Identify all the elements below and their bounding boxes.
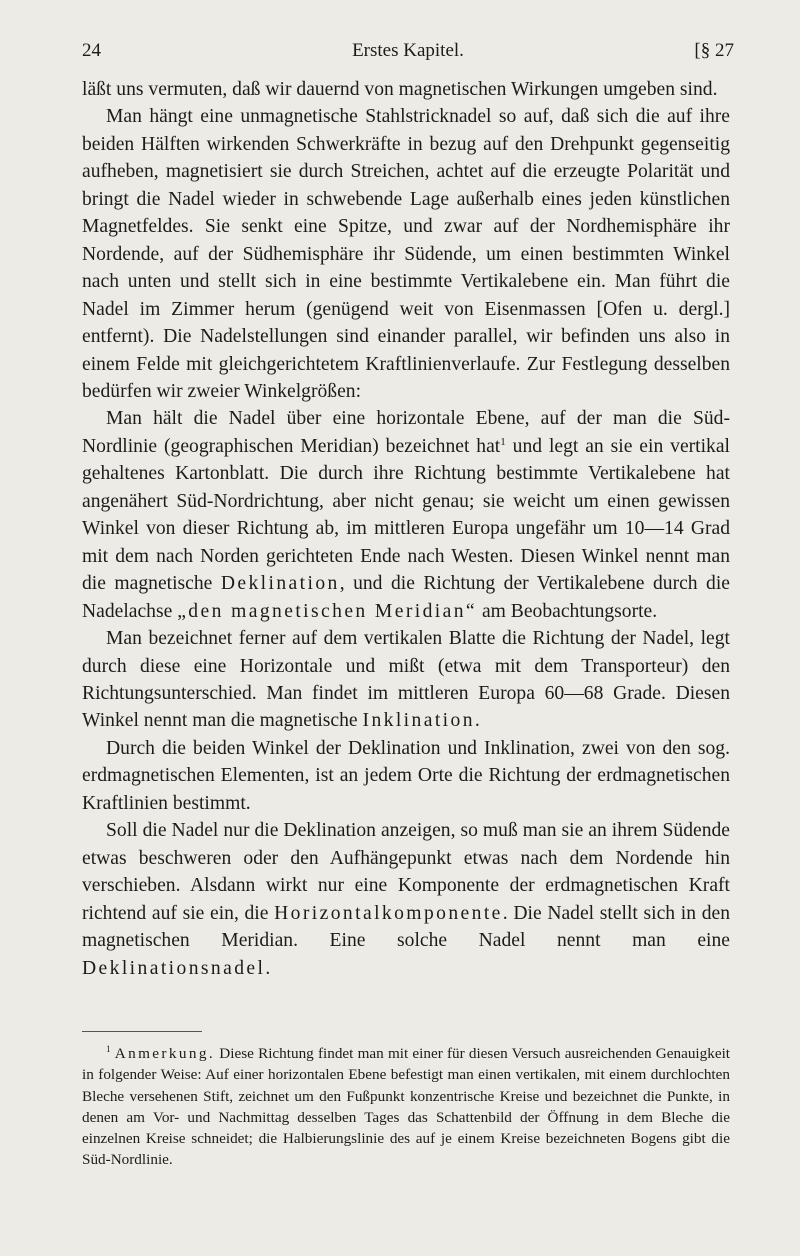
paragraph-6-text-c: . [265, 957, 271, 979]
paragraph-3-text-d: am Beobachtungsorte. [477, 600, 658, 622]
paragraph-3 [82, 405, 730, 625]
paragraph-5: Durch die beiden Winkel der Deklination und Inklination, zwei von den sog. erdmagnetischen Elementen, ist an jedem Orte die Richtung der erdmagnetischen Kraftlinien bestimmt. [82, 737, 730, 814]
paragraph-4-text-a: Man bezeichnet ferner auf dem vertikalen Blatte die Richtung der Nadel, legt durch diese eine Horizontale und mißt (etwa mit dem Transporteur) den Richtungsunterschied. Man findet im mittleren Europa 60—68 Grade. Diesen Winkel nennt man die magnetische [82, 628, 730, 732]
chapter-title: Erstes Kapitel. [352, 40, 464, 61]
paragraph-4-text-b: . [474, 710, 480, 732]
paragraph-6-text-b: . Die Nadel stellt sich in den magnetischen Meridian. Eine solche Nadel nennt man eine [82, 902, 730, 952]
paragraph-6-text-a: Soll die Nadel nur die Deklination anzeigen, so muß man sie an ihrem Südende etwas beschweren oder den Aufhängepunkt etwas nach dem Nordende hin verschieben. Alsdann wirkt nur eine Komponente der erdmagnetischen Kraft richtend auf sie ein, die [82, 820, 730, 924]
footnote-label: Anmerkung. [114, 1045, 216, 1062]
paragraph-6 [82, 817, 730, 982]
paragraph-3-text-c: , und die Richtung der Vertikalebene durch die Nadelachse [82, 573, 730, 622]
term-magnetischer-meridian: „den magnetischen Meridian“ [177, 600, 478, 622]
paragraph-2: Man hängt eine unmagnetische Stahlstricknadel so auf, daß sich die auf ihre beiden Hälften wirkenden Schwerkräfte in bezug auf den Drehpunkt gegenseitig aufheben, magnetisiert sie durch Streichen, achtet auf die erzeugte Polarität und bringt die Nadel wieder in schwebende Lage außerhalb eines jeden künstlichen Magnetfeldes. Sie senkt eine Spitze, und zwar auf der Nordhemisphäre ihr Nordende, auf der Südhemisphäre ihr Südende, um einen bestimmten Winkel nach unten und stellt sich in eine bestimmte Vertikalebene ein. Man führt die Nadel im Zimmer herum (genügend weit von Eisenmassen [Ofen u. dergl.] entfernt). Die Nadelstellungen sind einander parallel, wir befinden uns also in einem Felde mit gleichgerichtetem Kraftlinienverlaufe. Zur Festlegung desselben bedürfen wir zweier Winkelgrößen: [82, 106, 730, 402]
footnote-reference: 1 [500, 435, 506, 448]
footnote [82, 1043, 730, 1171]
footnote-marker: 1 [106, 1044, 111, 1054]
page-header [82, 40, 734, 68]
term-deklinationsnadel: Deklinationsnadel [82, 957, 266, 979]
footnote-divider [82, 1031, 202, 1032]
section-reference: [§ 27 [694, 40, 734, 61]
page-number: 24 [82, 40, 101, 61]
footnote-paragraph [82, 1043, 730, 1171]
footnote-text: Diese Richtung findet man mit einer für diesen Versuch ausreichenden Genauigkeit in folgender Weise: Auf einer horizontalen Ebene befestigt man einen vertikalen, mit einem durchlochten Bleche versehenen Stift, zeichnet um den Fußpunkt konzentrische Kreise und bezeichnet die Punkte, in denen am Vor- und Nachmittag desselben Tages das Schattenbild der Öffnung in dem Bleche die einzelnen Kreise schneidet; die Halbierungslinie des auf je einem Kreise bezeichneten Bogens gibt die Süd-Nordlinie. [82, 1045, 731, 1169]
term-deklination: Deklination [220, 573, 340, 595]
term-horizontalkomponente: Horizontalkomponente [274, 902, 503, 924]
term-inklination: Inklination [362, 710, 475, 732]
paragraph-1: läßt uns vermuten, daß wir dauernd von magnetischen Wirkungen umgeben sind. [82, 79, 718, 100]
body-text [82, 76, 730, 982]
paragraph-3-text-a: Man hält die Nadel über eine horizontale Ebene, auf der man die Süd-Nordlinie (geographischen Meridian) bezeichnet hat [82, 408, 730, 457]
paragraph-3-text-b: und legt an sie ein vertikal gehaltenes Kartonblatt. Die durch ihre Richtung bestimmte Vertikalebene hat angenähert Süd-Nordrichtung, aber nicht genau; sie weicht um einen gewissen Winkel von dieser Richtung ab, im mittleren Europa ungefähr um 10—14 Grad mit dem nach Norden gerichteten Ende nach Westen. Diesen Winkel nennt man die magnetische [82, 435, 730, 595]
paragraph-4 [82, 625, 730, 735]
